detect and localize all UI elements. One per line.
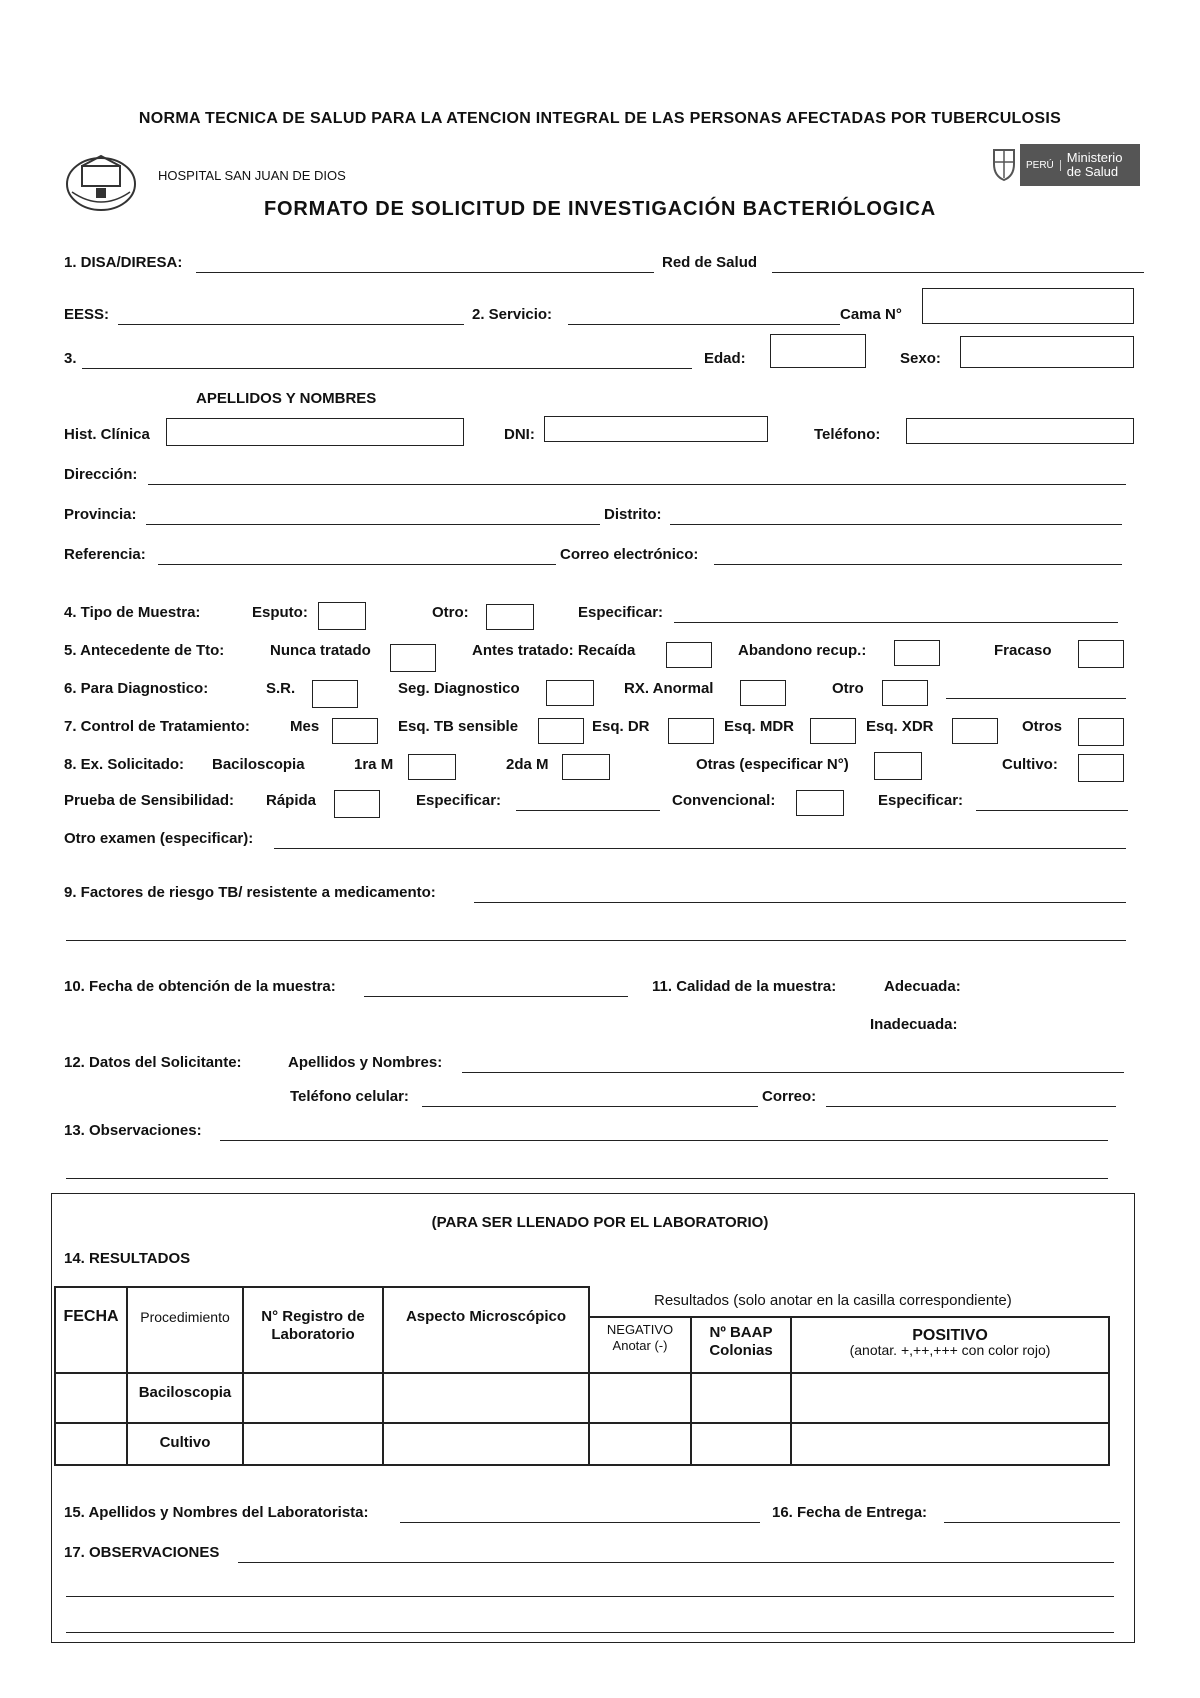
esq-mdr-label: Esq. MDR — [724, 718, 795, 735]
dni-box[interactable] — [544, 416, 768, 442]
cell-fecha-cultivo[interactable] — [55, 1423, 127, 1465]
telefono-box[interactable] — [906, 418, 1134, 444]
cell-registro-cultivo[interactable] — [243, 1423, 383, 1465]
row-cultivo: Cultivo — [127, 1423, 243, 1465]
abandono-box[interactable] — [894, 640, 940, 666]
minsa-logo — [1020, 144, 1140, 186]
cultivo-box[interactable] — [1078, 754, 1124, 782]
nombre-input-line[interactable] — [82, 368, 692, 369]
fecha-obtencion-label: 10. Fecha de obtención de la muestra: — [64, 978, 336, 995]
laboratorista-label: 15. Apellidos y Nombres del Laboratorista: — [64, 1504, 369, 1521]
col-negativo — [589, 1317, 691, 1373]
observaciones-input-line-2[interactable] — [66, 1178, 1108, 1179]
obs17-input-line-2[interactable] — [66, 1596, 1114, 1597]
referencia-input-line[interactable] — [158, 564, 556, 565]
especificar2-label: Especificar: — [416, 792, 502, 809]
edad-label: Edad: — [704, 350, 746, 367]
inadecuada-label[interactable]: Inadecuada: — [870, 1016, 958, 1033]
otro-examen-input-line[interactable] — [274, 848, 1126, 849]
sexo-label: Sexo: — [900, 350, 941, 367]
servicio-label: 2. Servicio: — [472, 306, 553, 323]
eess-label: EESS: — [64, 306, 110, 323]
provincia-input-line[interactable] — [146, 524, 600, 525]
cell-positivo-cultivo[interactable] — [791, 1423, 1109, 1465]
col-positivo-note: (anotar. +,++,+++ con color rojo) — [849, 1342, 1051, 1358]
apellidos-label: APELLIDOS Y NOMBRES — [196, 390, 377, 407]
otras-box[interactable] — [874, 752, 922, 780]
fecha-obtencion-input-line[interactable] — [364, 996, 628, 997]
hist-box[interactable] — [166, 418, 464, 446]
sexo-box[interactable] — [960, 336, 1134, 368]
esputo-label: Esputo: — [252, 604, 308, 621]
tipo-muestra-label: 4. Tipo de Muestra: — [64, 604, 201, 621]
seg-label: Seg. Diagnostico — [398, 680, 520, 697]
primera-m-label: 1ra M — [354, 756, 394, 773]
results-header-spacer — [589, 1287, 1109, 1317]
esq-xdr-label: Esq. XDR — [866, 718, 934, 735]
eess-input-line[interactable] — [118, 324, 464, 325]
cultivo-label: Cultivo: — [1002, 756, 1058, 773]
seg-box[interactable] — [546, 680, 594, 706]
prueba-label: Prueba de Sensibilidad: — [64, 792, 235, 809]
rapida-box[interactable] — [334, 790, 380, 818]
observaciones-input-line-1[interactable] — [220, 1140, 1108, 1141]
sr-label: S.R. — [266, 680, 296, 697]
results-table — [54, 1286, 1110, 1466]
cell-baap-cultivo[interactable] — [691, 1423, 791, 1465]
correo-label: Correo electrónico: — [560, 546, 699, 563]
factores-label: 9. Factores de riesgo TB/ resistente a medicamento: — [64, 884, 436, 901]
esq-dr-box[interactable] — [668, 718, 714, 744]
otro-label: Otro: — [432, 604, 469, 621]
otro-box[interactable] — [486, 604, 534, 630]
esputo-box[interactable] — [318, 602, 366, 630]
red-input-line[interactable] — [772, 272, 1144, 273]
otros-box[interactable] — [1078, 718, 1124, 746]
servicio-input-line[interactable] — [568, 324, 840, 325]
segunda-m-box[interactable] — [562, 754, 610, 780]
otro-examen-label: Otro examen (especificar): — [64, 830, 254, 847]
obs17-label: 17. OBSERVACIONES — [64, 1544, 220, 1561]
esq-tb-label: Esq. TB sensible — [398, 718, 519, 735]
factores-input-line-2[interactable] — [66, 940, 1126, 941]
minsa-peru: PERÚ — [1020, 160, 1061, 171]
distrito-label: Distrito: — [604, 506, 662, 523]
cell-fecha-bacilo[interactable] — [55, 1373, 127, 1423]
entrega-input-line[interactable] — [944, 1522, 1120, 1523]
apnom-label: Apellidos y Nombres: — [288, 1054, 443, 1071]
cama-label: Cama N° — [840, 306, 902, 323]
disa-input-line[interactable] — [196, 272, 654, 273]
col-negativo-note: Anotar (-) — [612, 1338, 668, 1353]
peru-shield-icon — [990, 146, 1018, 182]
col-fecha: FECHA — [55, 1287, 127, 1373]
dni-label: DNI: — [504, 426, 535, 443]
sr-box[interactable] — [312, 680, 358, 708]
nunca-box[interactable] — [390, 644, 436, 672]
observaciones-label: 13. Observaciones: — [64, 1122, 202, 1139]
adecuada-label[interactable]: Adecuada: — [884, 978, 961, 995]
cell-aspecto-bacilo[interactable] — [383, 1373, 589, 1423]
row-baciloscopia: Baciloscopia — [127, 1373, 243, 1423]
resultados-note: Resultados (solo anotar en la casilla correspondiente) — [654, 1292, 1012, 1309]
distrito-input-line[interactable] — [670, 524, 1122, 525]
otros-label: Otros — [1022, 718, 1063, 735]
minsa-line2: de Salud — [1066, 164, 1119, 179]
correo12-input-line[interactable] — [826, 1106, 1116, 1107]
mes-label: Mes — [290, 718, 320, 735]
entrega-label: 16. Fecha de Entrega: — [772, 1504, 928, 1521]
col-aspecto: Aspecto Microscópico — [383, 1287, 589, 1373]
cell-negativo-bacilo[interactable] — [589, 1373, 691, 1423]
segunda-m-label: 2da M — [506, 756, 549, 773]
calidad-label: 11. Calidad de la muestra: — [652, 978, 837, 995]
cell-aspecto-cultivo[interactable] — [383, 1423, 589, 1465]
rx-box[interactable] — [740, 680, 786, 706]
telefono-label: Teléfono: — [814, 426, 881, 443]
laboratorista-input-line[interactable] — [400, 1522, 760, 1523]
provincia-label: Provincia: — [64, 506, 137, 523]
control-label: 7. Control de Tratamiento: — [64, 718, 250, 735]
cama-box[interactable] — [922, 288, 1134, 324]
direccion-label: Dirección: — [64, 466, 138, 483]
especificar2-input-line[interactable] — [516, 810, 660, 811]
cell-baap-bacilo[interactable] — [691, 1373, 791, 1423]
col-positivo-title: POSITIVO — [912, 1327, 988, 1344]
disa-label: 1. DISA/DIRESA: — [64, 254, 183, 271]
solicitante-label: 12. Datos del Solicitante: — [64, 1054, 242, 1071]
referencia-label: Referencia: — [64, 546, 146, 563]
obs17-input-line-1[interactable] — [238, 1562, 1114, 1563]
col-baap: Nº BAAP Colonias — [691, 1317, 791, 1373]
otro6-box[interactable] — [882, 680, 928, 706]
factores-input-line-1[interactable] — [474, 902, 1126, 903]
primera-m-box[interactable] — [408, 754, 456, 780]
obs17-input-line-3[interactable] — [66, 1632, 1114, 1633]
especificar3-input-line[interactable] — [976, 810, 1128, 811]
esq-tb-box[interactable] — [538, 718, 584, 744]
convencional-box[interactable] — [796, 790, 844, 816]
col-negativo-title: NEGATIVO — [606, 1322, 674, 1337]
convencional-label: Convencional: — [672, 792, 776, 809]
esq-dr-label: Esq. DR — [592, 718, 650, 735]
otro6-label: Otro — [832, 680, 864, 697]
col-positivo — [791, 1317, 1109, 1373]
esq-mdr-box[interactable] — [810, 718, 856, 744]
diagnostico-label: 6. Para Diagnostico: — [64, 680, 209, 697]
three-label: 3. — [64, 350, 77, 367]
especificar-input-line[interactable] — [674, 622, 1118, 623]
form-title: FORMATO DE SOLICITUD DE INVESTIGACIÓN BACTERIÓLOGICA — [264, 198, 936, 220]
apnom-input-line[interactable] — [462, 1072, 1124, 1073]
baciloscopia-label: Baciloscopia — [212, 756, 305, 773]
ex-solicitado-label: 8. Ex. Solicitado: — [64, 756, 185, 773]
especificar-label: Especificar: — [578, 604, 664, 621]
especificar3-label: Especificar: — [878, 792, 964, 809]
red-label: Red de Salud — [662, 254, 758, 271]
esq-xdr-box[interactable] — [952, 718, 998, 744]
otras-label: Otras (especificar N°) — [696, 756, 849, 773]
lab-title: (PARA SER LLENADO POR EL LABORATORIO) — [431, 1214, 769, 1231]
direccion-input-line[interactable] — [148, 484, 1126, 485]
edad-box[interactable] — [770, 334, 866, 368]
recaida-box[interactable] — [666, 642, 712, 668]
mes-box[interactable] — [332, 718, 378, 744]
col-procedimiento: Procedimiento — [127, 1287, 243, 1373]
celular-label: Teléfono celular: — [290, 1088, 409, 1105]
nunca-label: Nunca tratado — [270, 642, 371, 659]
otro6-input-line[interactable] — [946, 698, 1126, 699]
hospital-name: HOSPITAL SAN JUAN DE DIOS — [158, 168, 346, 183]
cell-positivo-bacilo[interactable] — [791, 1373, 1109, 1423]
fracaso-box[interactable] — [1078, 640, 1124, 668]
cell-registro-bacilo[interactable] — [243, 1373, 383, 1423]
abandono-label: Abandono recup.: — [738, 642, 867, 659]
minsa-line1: Ministerio — [1066, 150, 1123, 165]
fracaso-label: Fracaso — [994, 642, 1052, 659]
cell-negativo-cultivo[interactable] — [589, 1423, 691, 1465]
hist-label: Hist. Clínica — [64, 426, 150, 443]
correo12-label: Correo: — [762, 1088, 817, 1105]
resultados-label: 14. RESULTADOS — [64, 1250, 191, 1267]
rx-label: RX. Anormal — [624, 680, 714, 697]
antes-label: Antes tratado: Recaída — [472, 642, 636, 659]
rapida-label: Rápida — [266, 792, 317, 809]
col-registro: N° Registro de Laboratorio — [243, 1287, 383, 1373]
antecedente-label: 5. Antecedente de Tto: — [64, 642, 225, 659]
correo-input-line[interactable] — [714, 564, 1122, 565]
norm-title: NORMA TECNICA DE SALUD PARA LA ATENCION INTEGRAL DE LAS PERSONAS AFECTADAS POR TUBERCULOSIS — [138, 110, 1062, 127]
celular-input-line[interactable] — [422, 1106, 758, 1107]
